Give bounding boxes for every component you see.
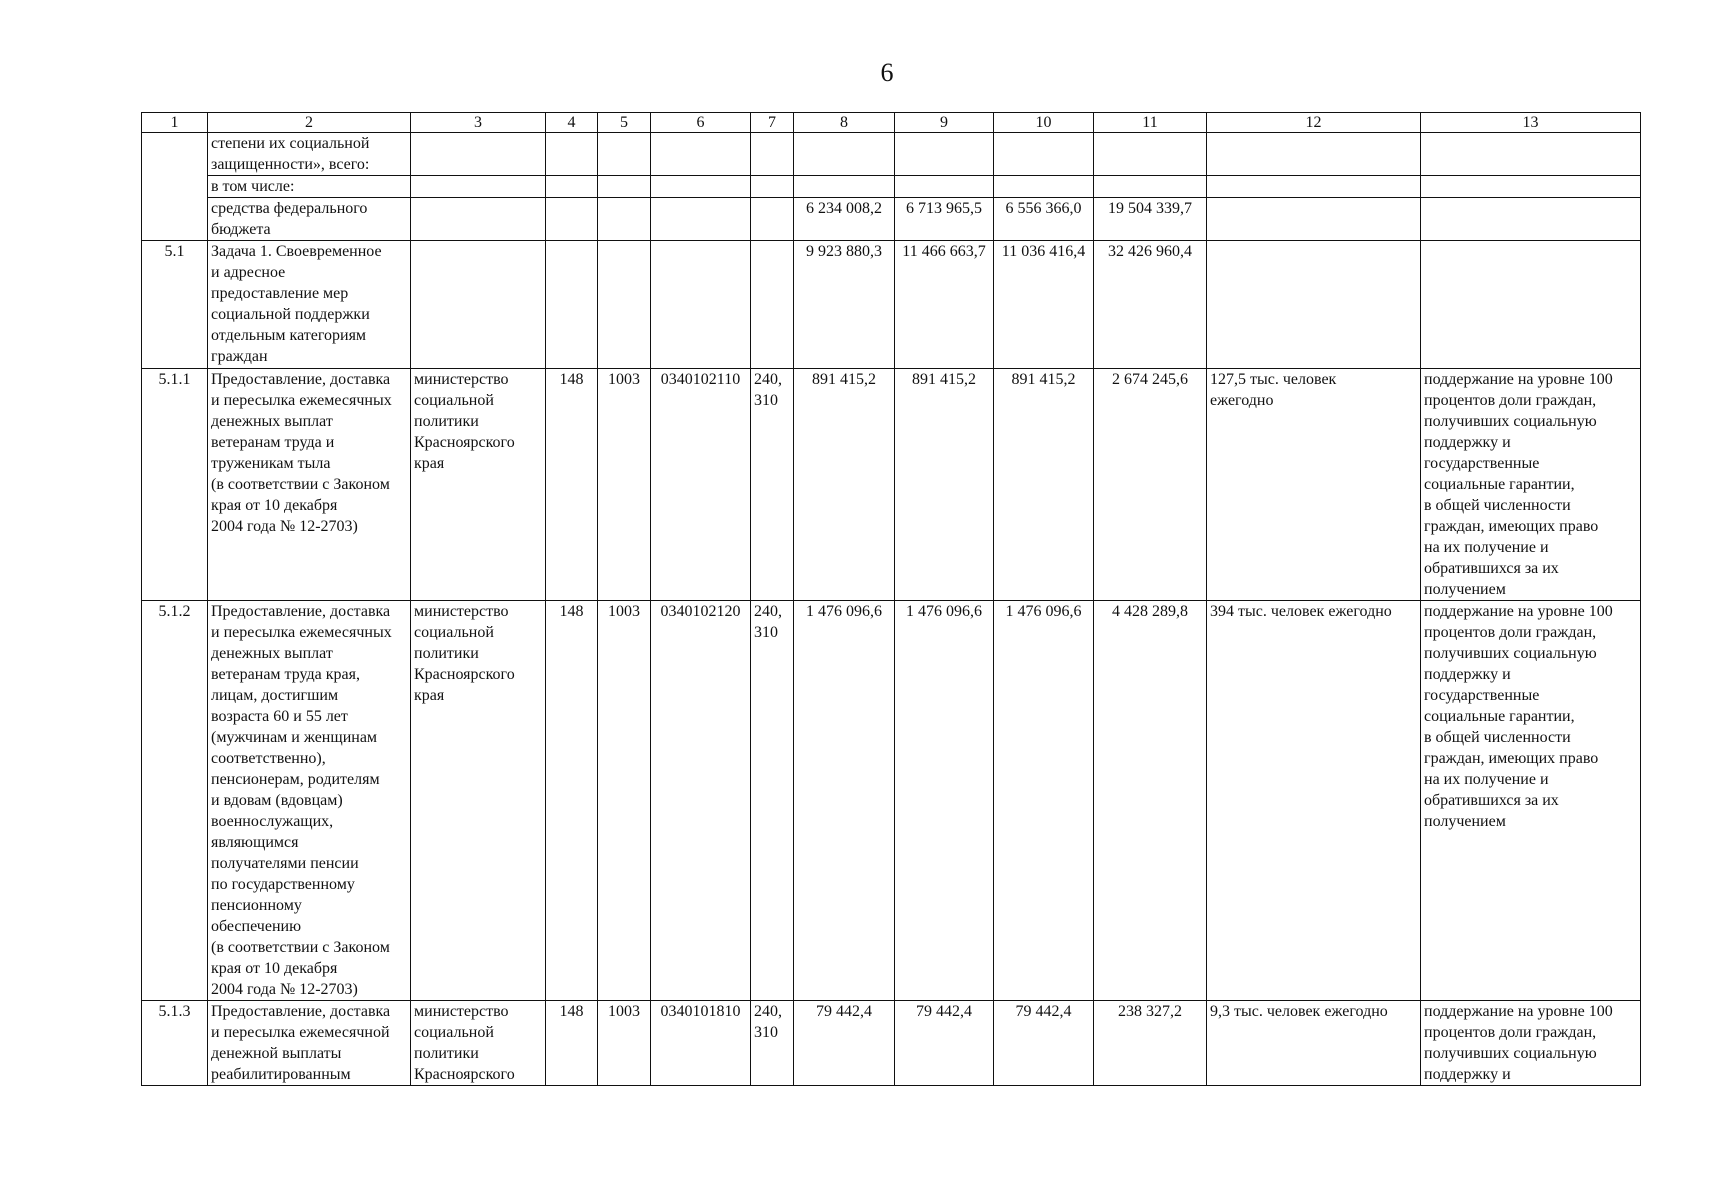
row-c6 [651, 241, 751, 369]
row-c4: 148 [546, 1001, 598, 1086]
row-name: Предоставление, доставка и пересылка ежемесячной денежной выплаты реабилитированным [208, 1001, 411, 1086]
value-2024: 6 713 965,5 [895, 198, 994, 241]
value-2023: 9 923 880,3 [794, 241, 895, 369]
row-c7: 240, 310 [751, 601, 794, 1001]
header-cell: 6 [651, 113, 751, 133]
value-total: 238 327,2 [1094, 1001, 1207, 1086]
row-indicator: поддержание на уровне 100 процентов доли граждан, получивших социальную поддержку и [1421, 1001, 1641, 1086]
value-2023: 1 476 096,6 [794, 601, 895, 1001]
row-c4 [546, 241, 598, 369]
header-cell: 4 [546, 113, 598, 133]
name-cell: средства федерального бюджета [208, 198, 411, 241]
header-cell: 10 [994, 113, 1094, 133]
name-cell: в том числе: [208, 176, 411, 198]
header-cell: 9 [895, 113, 994, 133]
header-cell: 8 [794, 113, 895, 133]
row-c5: 1003 [598, 369, 651, 601]
row-indicator [1421, 241, 1641, 369]
row-name: Задача 1. Своевременное и адресное предоставление мер социальной поддержки отдельным категориям граждан [208, 241, 411, 369]
header-cell: 2 [208, 113, 411, 133]
value-total: 32 426 960,4 [1094, 241, 1207, 369]
table-row [142, 241, 1641, 369]
header-cell: 12 [1207, 113, 1421, 133]
row-c7 [751, 241, 794, 369]
row-c5: 1003 [598, 601, 651, 1001]
row-executor: министерство социальной политики Красноярского края [411, 369, 546, 601]
row-result: 9,3 тыс. человек ежегодно [1207, 1001, 1421, 1086]
row-c5 [598, 241, 651, 369]
continuation-row [142, 133, 1641, 176]
row-c7: 240, 310 [751, 1001, 794, 1086]
federal-budget-row [142, 198, 1641, 241]
value-2024: 79 442,4 [895, 1001, 994, 1086]
page-number: 6 [880, 58, 894, 87]
name-cell: степени их социальной защищенности», всего: [208, 133, 411, 176]
row-result [1207, 241, 1421, 369]
value-2025: 891 415,2 [994, 369, 1094, 601]
row-code: 5.1.1 [142, 369, 208, 601]
program-table [141, 112, 1641, 1086]
header-cell: 5 [598, 113, 651, 133]
row-executor: министерство социальной политики Красноярского края [411, 601, 546, 1001]
table-row [142, 1001, 1641, 1086]
table-row [142, 601, 1641, 1001]
value-2025: 11 036 416,4 [994, 241, 1094, 369]
row-indicator: поддержание на уровне 100 процентов доли граждан, получивших социальную поддержку и государственные социальные гарантии, в общей численности граждан, имеющих право на их получение и обратившихся за их получением [1421, 369, 1641, 601]
value-total: 2 674 245,6 [1094, 369, 1207, 601]
value-2024: 891 415,2 [895, 369, 994, 601]
continuation-row [142, 176, 1641, 198]
table-row [142, 369, 1641, 601]
header-cell: 3 [411, 113, 546, 133]
row-name: Предоставление, доставка и пересылка ежемесячных денежных выплат ветеранам труда края, лицам, достигшим возраста 60 и 55 лет (мужчинам и женщинам соответственно), пенсионерам, родителям и вдовам (вдовцам) военнослужащих, являющимся получателями пенсии по государственному пенсионному обеспечению (в соответствии с Законом края от 10 декабря 2004 года № 12-2703) [208, 601, 411, 1001]
row-c4: 148 [546, 369, 598, 601]
row-c6: 0340101810 [651, 1001, 751, 1086]
row-result: 394 тыс. человек ежегодно [1207, 601, 1421, 1001]
value-2025: 1 476 096,6 [994, 601, 1094, 1001]
value-2023: 79 442,4 [794, 1001, 895, 1086]
header-row [142, 113, 1641, 133]
header-cell: 13 [1421, 113, 1641, 133]
value-total: 19 504 339,7 [1094, 198, 1207, 241]
empty-cell [142, 133, 208, 241]
header-cell: 11 [1094, 113, 1207, 133]
value-2024: 1 476 096,6 [895, 601, 994, 1001]
header-cell: 7 [751, 113, 794, 133]
value-2025: 79 442,4 [994, 1001, 1094, 1086]
row-code: 5.1 [142, 241, 208, 369]
value-2024: 11 466 663,7 [895, 241, 994, 369]
row-c4: 148 [546, 601, 598, 1001]
row-c7: 240, 310 [751, 369, 794, 601]
value-2023: 6 234 008,2 [794, 198, 895, 241]
row-executor: министерство социальной политики Красноярского [411, 1001, 546, 1086]
row-c6: 0340102110 [651, 369, 751, 601]
value-2025: 6 556 366,0 [994, 198, 1094, 241]
row-name: Предоставление, доставка и пересылка ежемесячных денежных выплат ветеранам труда и труженикам тыла (в соответствии с Законом края от 10 декабря 2004 года № 12-2703) [208, 369, 411, 601]
header-cell: 1 [142, 113, 208, 133]
row-executor [411, 241, 546, 369]
value-2023: 891 415,2 [794, 369, 895, 601]
value-total: 4 428 289,8 [1094, 601, 1207, 1001]
row-c6: 0340102120 [651, 601, 751, 1001]
row-result: 127,5 тыс. человек ежегодно [1207, 369, 1421, 601]
row-indicator: поддержание на уровне 100 процентов доли граждан, получивших социальную поддержку и государственные социальные гарантии, в общей численности граждан, имеющих право на их получение и обратившихся за их получением [1421, 601, 1641, 1001]
row-code: 5.1.3 [142, 1001, 208, 1086]
row-c5: 1003 [598, 1001, 651, 1086]
row-code: 5.1.2 [142, 601, 208, 1001]
